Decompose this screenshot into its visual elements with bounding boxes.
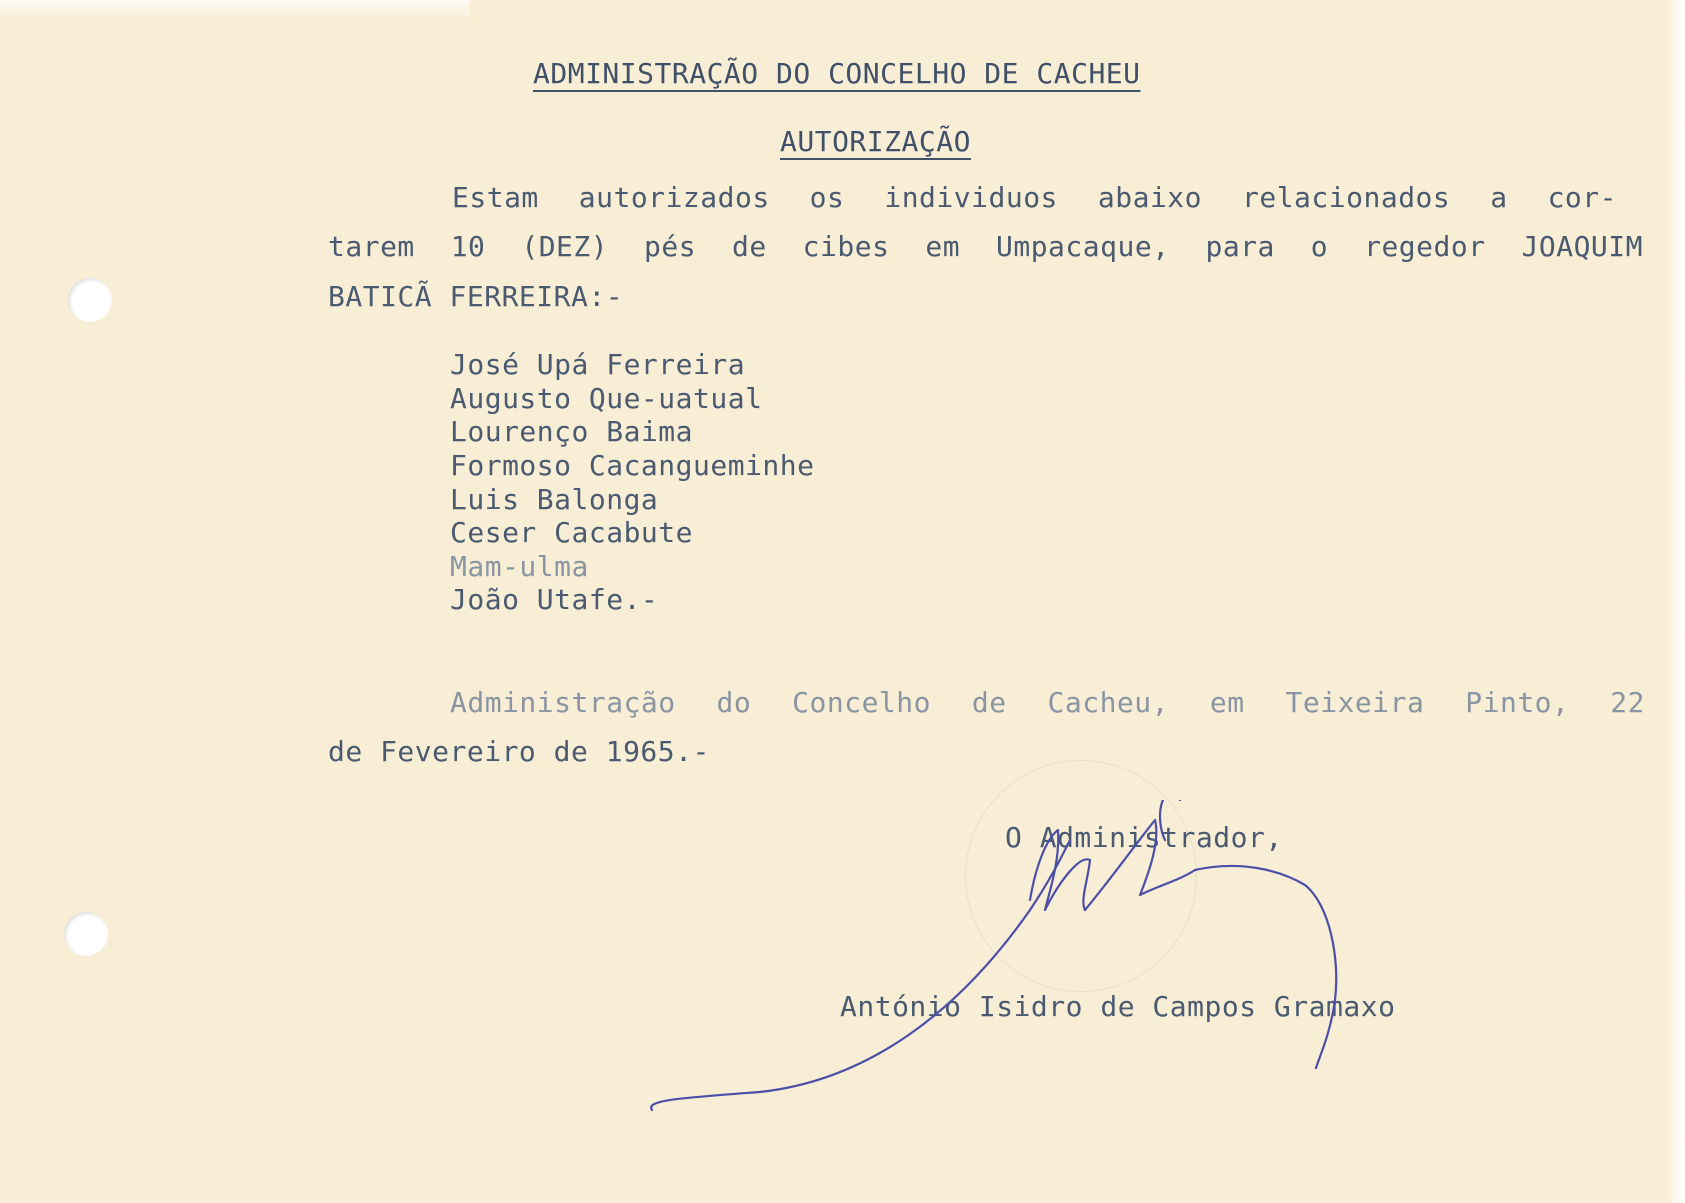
body-line-1: Estam autorizados os individuos abaixo relacionados a cor-	[452, 181, 1617, 214]
list-item: Ceser Cacabute	[450, 516, 694, 549]
embossed-seal	[965, 760, 1197, 992]
document-title: AUTORIZAÇÃO	[780, 125, 971, 158]
office-heading: ADMINISTRAÇÃO DO CONCELHO DE CACHEU	[533, 57, 1141, 90]
paper-torn-edge	[0, 0, 470, 22]
closing-line-2: de Fevereiro de 1965.-	[328, 735, 710, 768]
signatory-name: António Isidro de Campos Gramaxo	[840, 990, 1396, 1023]
body-line-2: tarem 10 (DEZ) pés de cibes em Umpacaque, para o regedor JOAQUIM	[328, 230, 1643, 263]
paper-edge	[1665, 0, 1685, 1203]
punch-hole-top	[68, 278, 112, 322]
list-item: José Upá Ferreira	[450, 348, 746, 381]
list-item: João Utafe.-	[450, 583, 659, 616]
list-item: Luis Balonga	[450, 483, 659, 516]
body-line-3: BATICÃ FERREIRA:-	[328, 280, 624, 313]
list-item: Augusto Que-uatual	[450, 382, 763, 415]
list-item: Mam-ulma	[450, 550, 589, 583]
closing-line-1: Administração do Concelho de Cacheu, em Teixeira Pinto, 22	[450, 686, 1645, 719]
signatory-title: O Administrador,	[1005, 821, 1283, 854]
punch-hole-bottom	[64, 912, 108, 956]
list-item: Lourenço Baima	[450, 415, 694, 448]
list-item: Formoso Cacangueminhe	[450, 449, 815, 482]
